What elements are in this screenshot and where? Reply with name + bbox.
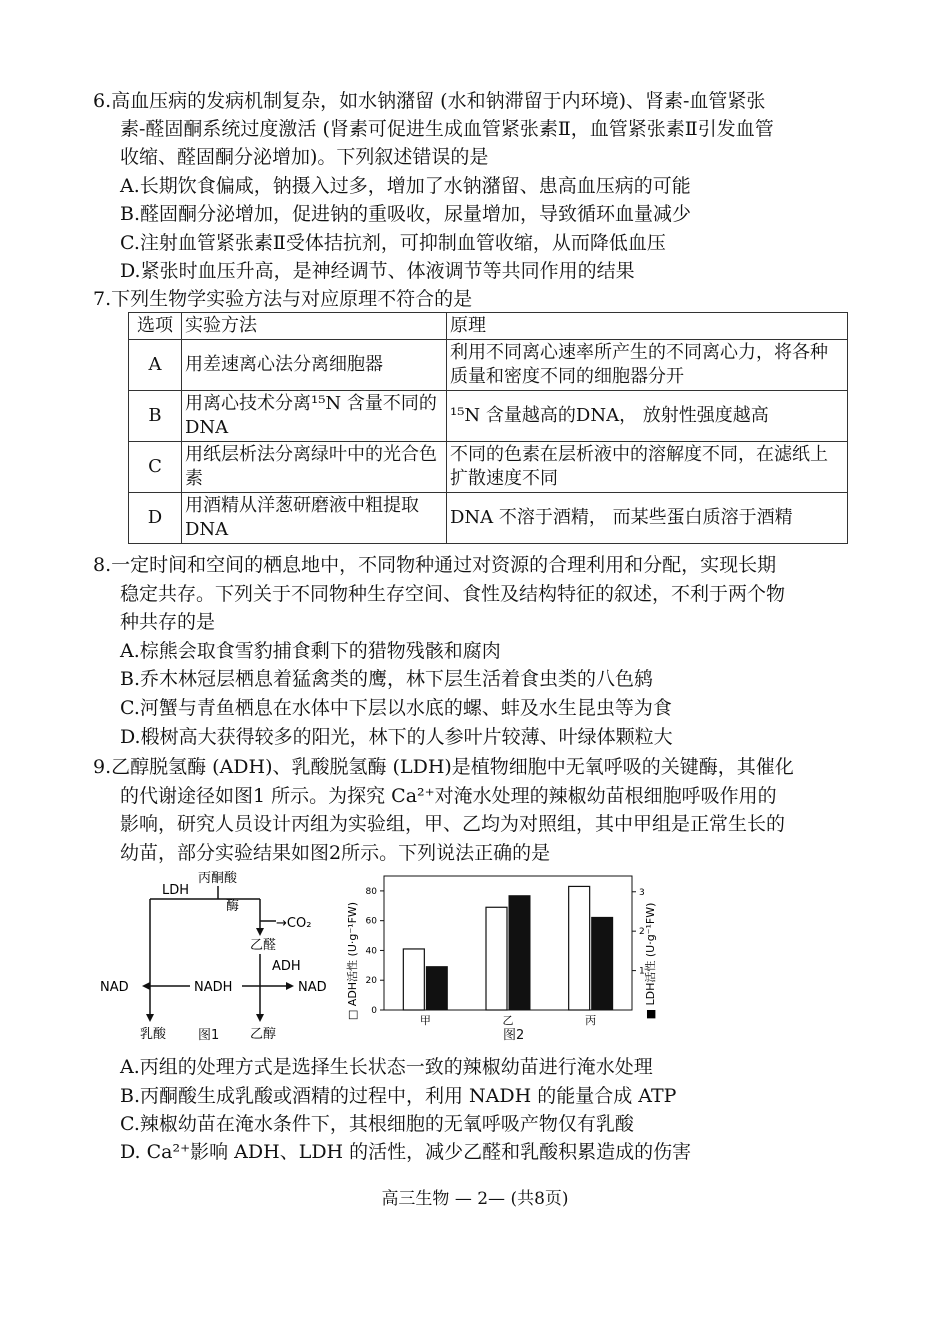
q8-option-c: C.河蟹与青鱼栖息在水体中下层以水底的螺、蚌及水生昆虫等为食 — [120, 697, 672, 719]
q6-stem-line-3: 收缩、醛固酮分泌增加)。下列叙述错误的是 — [120, 146, 489, 168]
fig1-co2: →CO₂ — [276, 916, 312, 931]
q8-option-d: D.椴树高大获得较多的阳光，林下的人参叶片较薄、叶绿体颗粒大 — [120, 726, 673, 748]
q8-option-b: B.乔木林冠层栖息着猛禽类的鹰，林下层生活着食虫类的八色鸫 — [120, 668, 654, 690]
row-option: D — [129, 493, 182, 544]
fig1-nad-right: NAD — [298, 980, 327, 995]
row-option: C — [129, 442, 182, 493]
q6-option-d: D.紧张时血压升高，是神经调节、体液调节等共同作用的结果 — [120, 260, 635, 282]
row-principle: DNA 不溶于酒精， 而某些蛋白质溶于酒精 — [447, 493, 848, 544]
row-method: 用酒精从洋葱研磨液中粗提取DNA — [182, 493, 447, 544]
row-method: 用离心技术分离¹⁵N 含量不同的 DNA — [182, 391, 447, 442]
q7-table — [128, 312, 848, 544]
header-option: 选项 — [129, 313, 182, 340]
chart-tick-label-left: 40 — [365, 946, 377, 957]
row-option: A — [129, 340, 182, 391]
fig1-caption: 图1 — [198, 1028, 220, 1043]
q9-stem-line-4: 幼苗，部分实验结果如图2所示。下列说法正确的是 — [120, 842, 551, 864]
chart-bar-ldh — [592, 917, 613, 1010]
fig1-ethanol: 乙醇 — [250, 1027, 277, 1042]
chart-bar-ldh — [509, 896, 530, 1010]
header-method: 实验方法 — [182, 313, 447, 340]
chart-tick-label-left: 20 — [365, 976, 377, 987]
q9-stem-line-2: 的代谢途径如图1 所示。为探究 Ca²⁺对淹水处理的辣椒幼苗根细胞呼吸作用的 — [120, 785, 777, 807]
q7-stem: 7.下列生物学实验方法与对应原理不符合的是 — [93, 288, 473, 310]
q6-option-c: C.注射血管紧张素Ⅱ受体拮抗剂，可抑制血管收缩，从而降低血压 — [120, 232, 666, 254]
q6-option-a: A.长期饮食偏咸，钠摄入过多，增加了水钠潴留、患高血压病的可能 — [120, 175, 691, 197]
q8-stem-line-3: 种共存的是 — [120, 611, 216, 633]
fig1-arrowhead — [146, 1014, 154, 1022]
chart-bar-adh — [486, 907, 507, 1010]
fig1-ldh-label: LDH — [162, 883, 190, 898]
header-principle: 原理 — [447, 313, 848, 340]
fig2-caption: 图2 — [503, 1028, 525, 1043]
row-option: B — [129, 391, 182, 442]
fig1-arrowhead — [256, 1014, 264, 1022]
row-method: 用纸层析法分离绿叶中的光合色素 — [182, 442, 447, 493]
chart-tick-label-right: 2 — [639, 927, 645, 938]
chart-bar-ldh — [426, 967, 447, 1010]
fig1-nadh: NADH — [194, 980, 233, 995]
q8-stem-line-1: 8.一定时间和空间的栖息地中，不同物种通过对资源的合理利用和分配，实现长期 — [93, 554, 777, 576]
row-principle: 不同的色素在层析液中的溶解度不同，在滤纸上扩散速度不同 — [447, 442, 848, 493]
q8-stem-line-2: 稳定共存。下列关于不同物种生存空间、食性及结构特征的叙述，不利于两个物 — [120, 583, 786, 605]
table-row — [129, 442, 848, 493]
fig1-nad-left: NAD — [100, 980, 129, 995]
table-row — [129, 493, 848, 544]
q6-option-b: B.醛固酮分泌增加，促进钠的重吸收，尿量增加，导致循环血量减少 — [120, 203, 692, 225]
q9-stem-line-1: 9.乙醇脱氢酶 (ADH)、乳酸脱氢酶 (LDH)是植物细胞中无氧呼吸的关键酶，其催化 — [93, 756, 794, 778]
chart-category-label: 丙 — [585, 1014, 597, 1027]
table-header-row — [129, 313, 848, 340]
fig1-lactate: 乳酸 — [140, 1027, 167, 1042]
fig1-arrowhead — [286, 982, 294, 990]
chart-tick-label-left: 80 — [365, 886, 377, 897]
q9-option-c: C.辣椒幼苗在淹水条件下，其根细胞的无氧呼吸产物仅有乳酸 — [120, 1113, 634, 1135]
figure-1-pathway — [90, 866, 350, 1046]
chart-tick-label-left: 60 — [365, 916, 377, 927]
fig1-adh-label: ADH — [272, 959, 301, 974]
fig1-arrowhead — [142, 982, 150, 990]
fig1-acetaldehyde: 乙醛 — [250, 938, 277, 953]
chart-tick-label-right: 1 — [639, 966, 645, 977]
q9-stem-line-3: 影响，研究人员设计丙组为实验组，甲、乙均为对照组，其中甲组是正常生长的 — [120, 813, 786, 835]
chart-tick-label-right: 3 — [639, 887, 645, 898]
chart-category-label: 甲 — [419, 1014, 431, 1027]
chart-ylabel-right: ■ LDH活性 (U·g⁻¹FW) — [644, 902, 657, 1020]
row-method: 用差速离心法分离细胞器 — [182, 340, 447, 391]
q6-stem-line-1: 6.高血压病的发病机制复杂，如水钠潴留 (水和钠滞留于内环境)、肾素-血管紧张 — [93, 90, 766, 112]
chart-bar-adh — [403, 949, 424, 1010]
q9-option-a: A.丙组的处理方式是选择生长状态一致的辣椒幼苗进行淹水处理 — [120, 1056, 653, 1078]
q9-option-b: B.丙酮酸生成乳酸或酒精的过程中，利用 NADH 的能量合成 ATP — [120, 1085, 677, 1107]
table-row — [129, 340, 848, 391]
chart-tick-label-left: 0 — [371, 1006, 377, 1016]
fig1-enzyme-label: 酶 — [226, 899, 240, 914]
chart-bar-adh — [569, 886, 590, 1010]
q6-stem-line-2: 素-醛固酮系统过度激活 (肾素可促进生成血管紧张素Ⅱ，血管紧张素Ⅱ引发血管 — [120, 118, 774, 140]
row-principle: 利用不同离心速率所产生的不同离心力，将各种质量和密度不同的细胞器分开 — [447, 340, 848, 391]
q8-option-a: A.棕熊会取食雪豹捕食剩下的猎物残骸和腐肉 — [120, 640, 501, 662]
q9-option-d: D. Ca²⁺影响 ADH、LDH 的活性，减少乙醛和乳酸积累造成的伤害 — [120, 1141, 692, 1163]
fig1-arrowhead — [256, 928, 264, 936]
fig1-pyruvate: 丙酮酸 — [198, 871, 238, 886]
chart-ylabel-left: □ ADH活性 (U·g⁻¹FW) — [346, 901, 359, 1021]
chart-category-label: 乙 — [502, 1014, 514, 1027]
figure-2-chart — [336, 866, 676, 1046]
page-footer: 高三生物 — 2— (共8页) — [381, 1189, 569, 1209]
row-principle: ¹⁵N 含量越高的DNA， 放射性强度越高 — [447, 391, 848, 442]
table-row — [129, 391, 848, 442]
